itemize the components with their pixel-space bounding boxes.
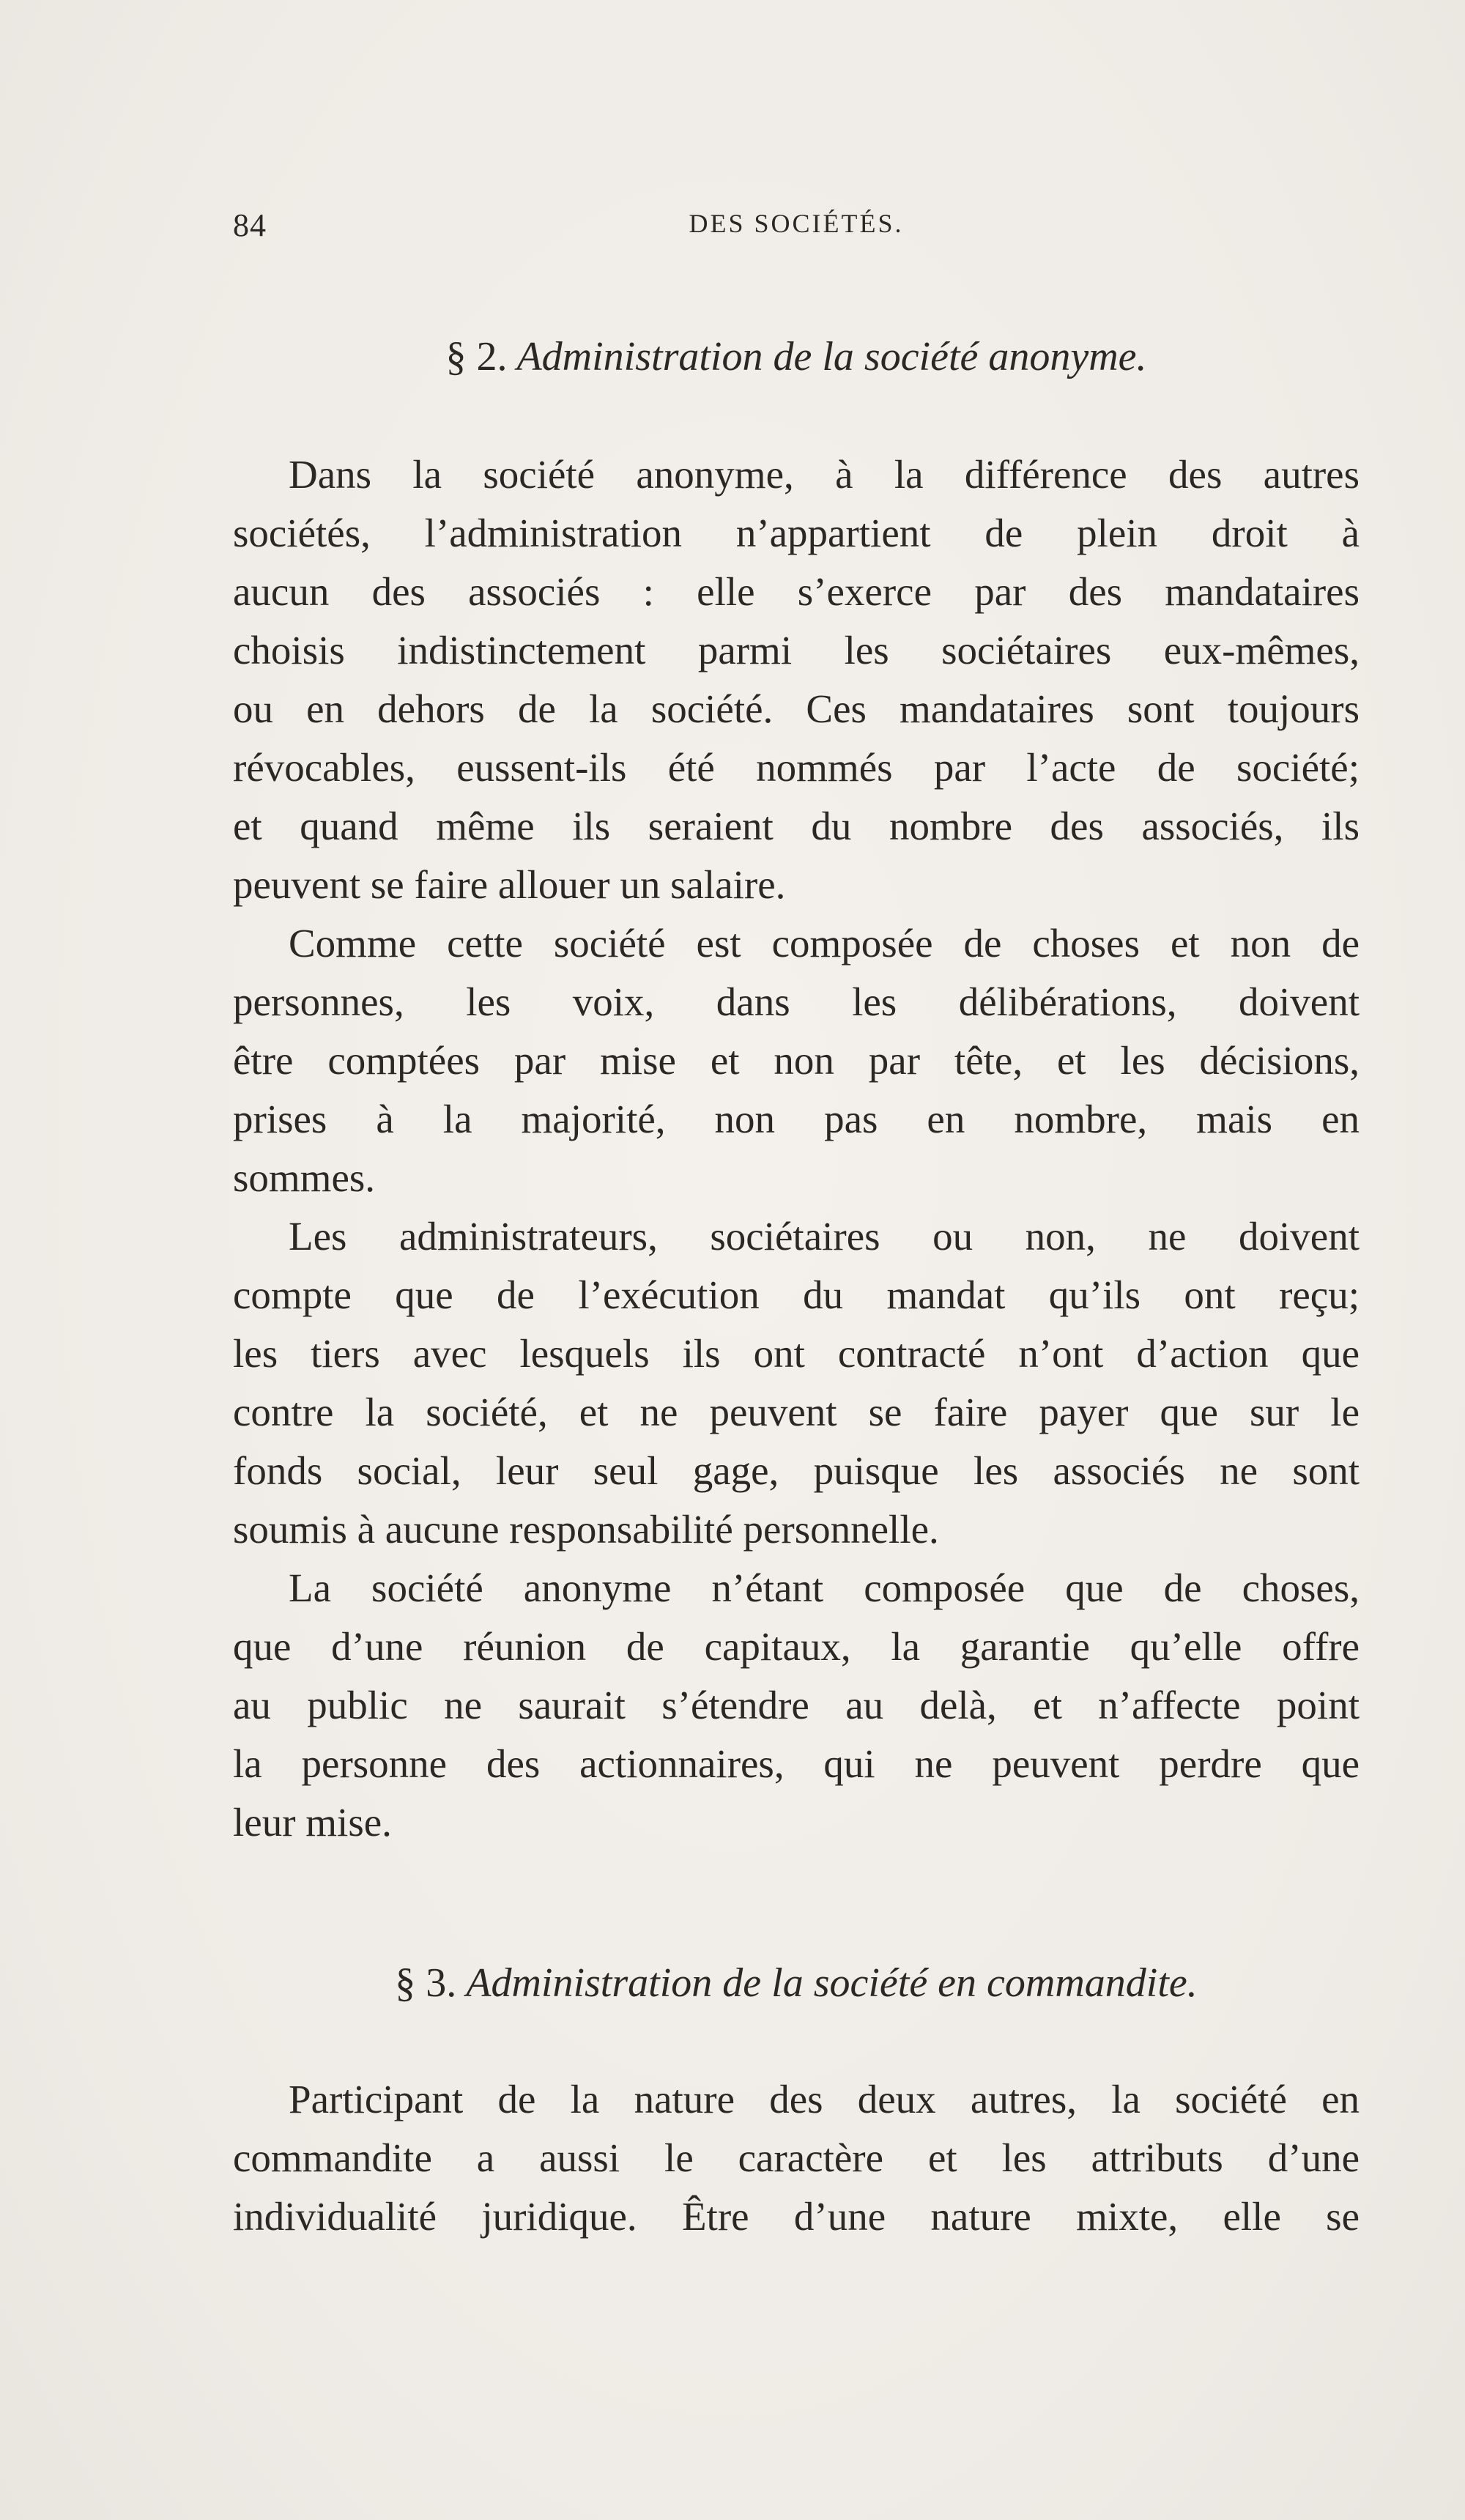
paragraph-line: individualité juridique. Être d’une nature mixte, elle se (233, 2194, 1360, 2239)
section-3-number: § 3. (395, 1960, 457, 2006)
running-title: DES SOCIÉTÉS. (689, 209, 904, 238)
paragraph-line: les tiers avec lesquels ils ont contracté n’ont d’action que (233, 1331, 1360, 1376)
paragraph-line: sommes. (233, 1155, 376, 1200)
paragraph-line: Participant de la nature des deux autres, la société en (289, 2077, 1360, 2121)
section-3-body (233, 2070, 1360, 2246)
paragraph-line: prises à la majorité, non pas en nombre, mais en (233, 1097, 1360, 1141)
paragraph-line: la personne des actionnaires, qui ne peuvent perdre que (233, 1741, 1360, 1786)
paragraph-line: fonds social, leur seul gage, puisque les associés ne sont (233, 1448, 1360, 1493)
paragraph-line: que d’une réunion de capitaux, la garantie qu’elle offre (233, 1624, 1360, 1669)
paragraph-line: révocables, eussent-ils été nommés par l’acte de société; (233, 745, 1360, 790)
paragraph-line: au public ne saurait s’étendre au delà, et n’affecte point (233, 1683, 1360, 1727)
paragraph-line: leur mise. (233, 1800, 392, 1845)
paragraph-line: sociétés, l’administration n’appartient de plein droit à (233, 511, 1360, 555)
section-3-title: Administration de la société en commandite. (466, 1960, 1198, 2006)
paragraph-line: Dans la société anonyme, à la différence des autres (289, 452, 1360, 497)
paragraph-line: Comme cette société est composée de choses et non de (289, 921, 1360, 966)
running-head (233, 207, 1360, 251)
paragraph-line: Les administrateurs, sociétaires ou non, ne doivent (289, 1214, 1360, 1259)
section-2-number: § 2. (445, 334, 508, 379)
paragraph-line: choisis indistinctement parmi les sociétaires eux-mêmes, (233, 628, 1360, 672)
section-2-heading (233, 333, 1360, 380)
paragraph-line: compte que de l’exécution du mandat qu’ils ont reçu; (233, 1272, 1360, 1317)
paragraph-line: personnes, les voix, dans les délibérations, doivent (233, 979, 1360, 1024)
paragraph-line: ou en dehors de la société. Ces mandataires sont toujours (233, 686, 1360, 731)
paragraph-line: contre la société, et ne peuvent se faire payer que sur le (233, 1390, 1360, 1434)
page-number: 84 (233, 207, 267, 243)
paragraph-line: être comptées par mise et non par tête, et les décisions, (233, 1038, 1360, 1083)
section-2-body (233, 445, 1360, 1852)
paragraph-line: commandite a aussi le caractère et les attributs d’une (233, 2135, 1360, 2180)
paragraph-line: La société anonyme n’étant composée que de choses, (289, 1565, 1360, 1610)
paragraph-line: soumis à aucune responsabilité personnelle. (233, 1507, 939, 1552)
section-3-heading (233, 1960, 1360, 2006)
paragraph-line: peuvent se faire allouer un salaire. (233, 862, 786, 907)
paragraph-line: aucun des associés : elle s’exerce par des mandataires (233, 569, 1360, 614)
paragraph-line: et quand même ils seraient du nombre des associés, ils (233, 804, 1360, 848)
section-2-title: Administration de la société anonyme. (516, 334, 1147, 379)
